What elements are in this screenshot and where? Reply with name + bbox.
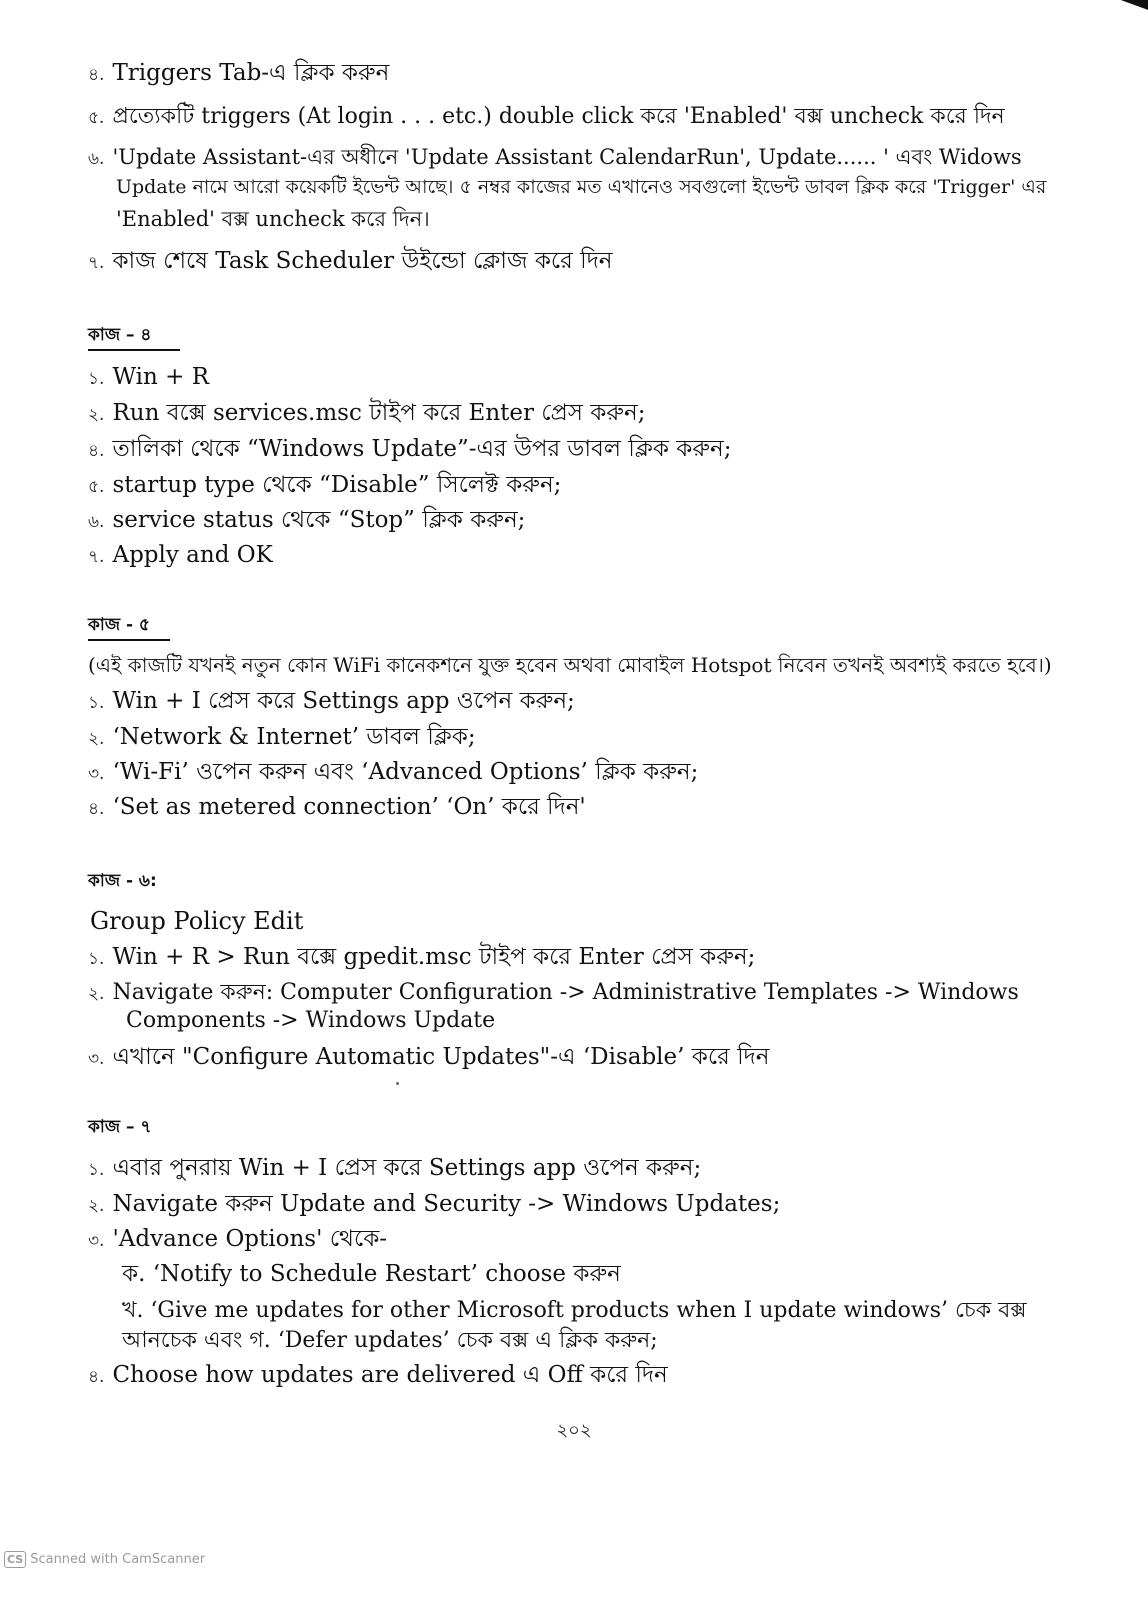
task7-sub-kha-line-1: খ. ‘Give me updates for other Microsoft products when I update windows’ চেক বক্স (122, 1298, 1027, 1323)
task5-item-4 (88, 792, 1108, 824)
item-number: ১. (88, 693, 105, 713)
task5-item-3 (88, 757, 1108, 789)
item-text: Win + I প্রেস করে Settings app ওপেন করুন; (112, 688, 575, 714)
task5-item-2 (88, 722, 1108, 754)
task3-item-6-line-3: 'Enabled' বক্স uncheck করে দিন। (116, 207, 430, 231)
item-number: ৪. (88, 799, 105, 819)
item-number: ১. (88, 1160, 105, 1180)
task6-heading: কাজ - ৬: (88, 871, 157, 891)
item-number: ১. (88, 949, 105, 969)
item-text: ‘Network & Internet’ ডাবল ক্লিক; (112, 724, 476, 750)
task4-item-4 (88, 470, 1108, 502)
item-number: ৩. (88, 1231, 105, 1251)
task4-item-2 (88, 398, 1108, 430)
task5-heading-underline (88, 639, 170, 641)
item-number: ৭. (88, 253, 105, 273)
task7-sub-kha-line-2: আনচেক এবং গ. ‘Defer updates’ চেক বক্স এ ক্লিক করুন; (122, 1328, 658, 1353)
task4-heading: কাজ – ৪ (88, 325, 152, 345)
item-number: ৬. (88, 149, 105, 169)
task7-item-1 (88, 1153, 1108, 1185)
item-text: Navigate করুন: Computer Configuration -> Administrative Templates -> Windows (112, 980, 1019, 1005)
task6-item-1 (88, 942, 1108, 974)
item-number: ৬. (88, 512, 105, 532)
item-number: ৩. (88, 1049, 105, 1069)
item-number: ৪. (88, 65, 105, 85)
task3-item-5 (88, 102, 1108, 133)
item-text: Triggers Tab-এ ক্লিক করুন (112, 60, 390, 86)
task6-title: Group Policy Edit (90, 907, 304, 935)
item-number: ৫. (88, 477, 105, 497)
item-text: তালিকা থেকে “Windows Update”-এর উপর ডাবল ক্লিক করুন; (112, 436, 732, 462)
item-number: ৪. (88, 441, 105, 461)
item-text: Win + R (112, 364, 210, 390)
item-text: Choose how updates are delivered এ Off করে দিন (112, 1362, 668, 1388)
watermark-text: Scanned with CamScanner (30, 1552, 206, 1567)
item-text: Navigate করুন Update and Security -> Windows Updates; (112, 1191, 781, 1217)
camscanner-logo-icon: CS (4, 1551, 26, 1568)
item-text: ‘Wi-Fi’ ওপেন করুন এবং ‘Advanced Options’ ক্লিক করুন; (112, 759, 699, 785)
task5-item-1 (88, 686, 1108, 718)
task3-item-6-line-2: Update নামে আরো কয়েকটি ইভেন্ট আছে। ৫ নম্বর কাজের মত এখানেও সবগুলো ইভেন্ট ডাবল ক্লিক করে 'Trigger' এর (116, 176, 1047, 198)
item-number: ৫. (88, 108, 105, 128)
task6-item-3 (88, 1042, 1108, 1074)
task4-heading-underline (88, 349, 180, 351)
item-text: 'Advance Options' থেকে- (112, 1226, 388, 1252)
task3-item-7 (88, 246, 1108, 278)
task5-heading: কাজ - ৫ (88, 615, 150, 635)
item-number: ২. (88, 984, 105, 1004)
item-number: ২. (88, 1196, 105, 1216)
item-text: startup type থেকে “Disable” সিলেক্ট করুন; (112, 472, 562, 498)
scan-speck (396, 1082, 399, 1085)
item-text: ‘Set as metered connection’ ‘On’ করে দিন' (112, 794, 586, 820)
task4-item-1 (88, 362, 1108, 394)
item-text: প্রত্যেকটি triggers (At login . . . etc.) double click করে 'Enabled' বক্স uncheck করে দিন (112, 104, 1005, 129)
task7-item-3 (88, 1224, 1108, 1256)
task7-item-2 (88, 1189, 1108, 1221)
task5-note: (এই কাজটি যখনই নতুন কোন WiFi কানেকশনে যুক্ত হবেন অথবা মোবাইল Hotspot নিবেন তখনই অবশ্যই করতে হবে।) (88, 653, 1052, 677)
item-number: ১. (88, 369, 105, 389)
scan-corner-mark (1120, 0, 1148, 14)
item-text: এবার পুনরায় Win + I প্রেস করে Settings app ওপেন করুন; (112, 1155, 702, 1181)
item-text: কাজ শেষে Task Scheduler উইন্ডো ক্লোজ করে দিন (112, 248, 613, 274)
task7-sub-ka: ক. ‘Notify to Schedule Restart’ choose করুন (122, 1261, 621, 1287)
task4-item-5 (88, 505, 1108, 537)
task4-item-6 (88, 540, 1108, 572)
task6-item-2-cont: Components -> Windows Update (126, 1008, 496, 1033)
item-text: Win + R > Run বক্সে gpedit.msc টাইপ করে Enter প্রেস করুন; (112, 944, 756, 970)
item-text: Run বক্সে services.msc টাইপ করে Enter প্রেস করুন; (112, 400, 646, 426)
item-number: ২. (88, 405, 105, 425)
item-text: service status থেকে “Stop” ক্লিক করুন; (112, 507, 526, 533)
item-number: ৭. (88, 547, 105, 567)
item-number: ৪. (88, 1367, 105, 1387)
item-text: Apply and OK (112, 542, 273, 568)
item-number: ২. (88, 729, 105, 749)
task4-item-3 (88, 434, 1108, 466)
scanner-watermark (4, 1551, 205, 1568)
item-text-line-1: 'Update Assistant-এর অধীনে 'Update Assistant CalendarRun', Update...... ' এবং Widows (112, 145, 1022, 169)
item-text: এখানে "Configure Automatic Updates"-এ ‘Disable’ করে দিন (112, 1044, 770, 1070)
task7-heading: কাজ – ৭ (88, 1117, 152, 1137)
task3-item-6 (88, 142, 1108, 174)
page-number: ২০২ (556, 1420, 592, 1441)
item-number: ৩. (88, 764, 105, 784)
task3-item-4 (88, 58, 1108, 90)
task7-item-4 (88, 1360, 1108, 1392)
task6-item-2 (88, 978, 1108, 1009)
